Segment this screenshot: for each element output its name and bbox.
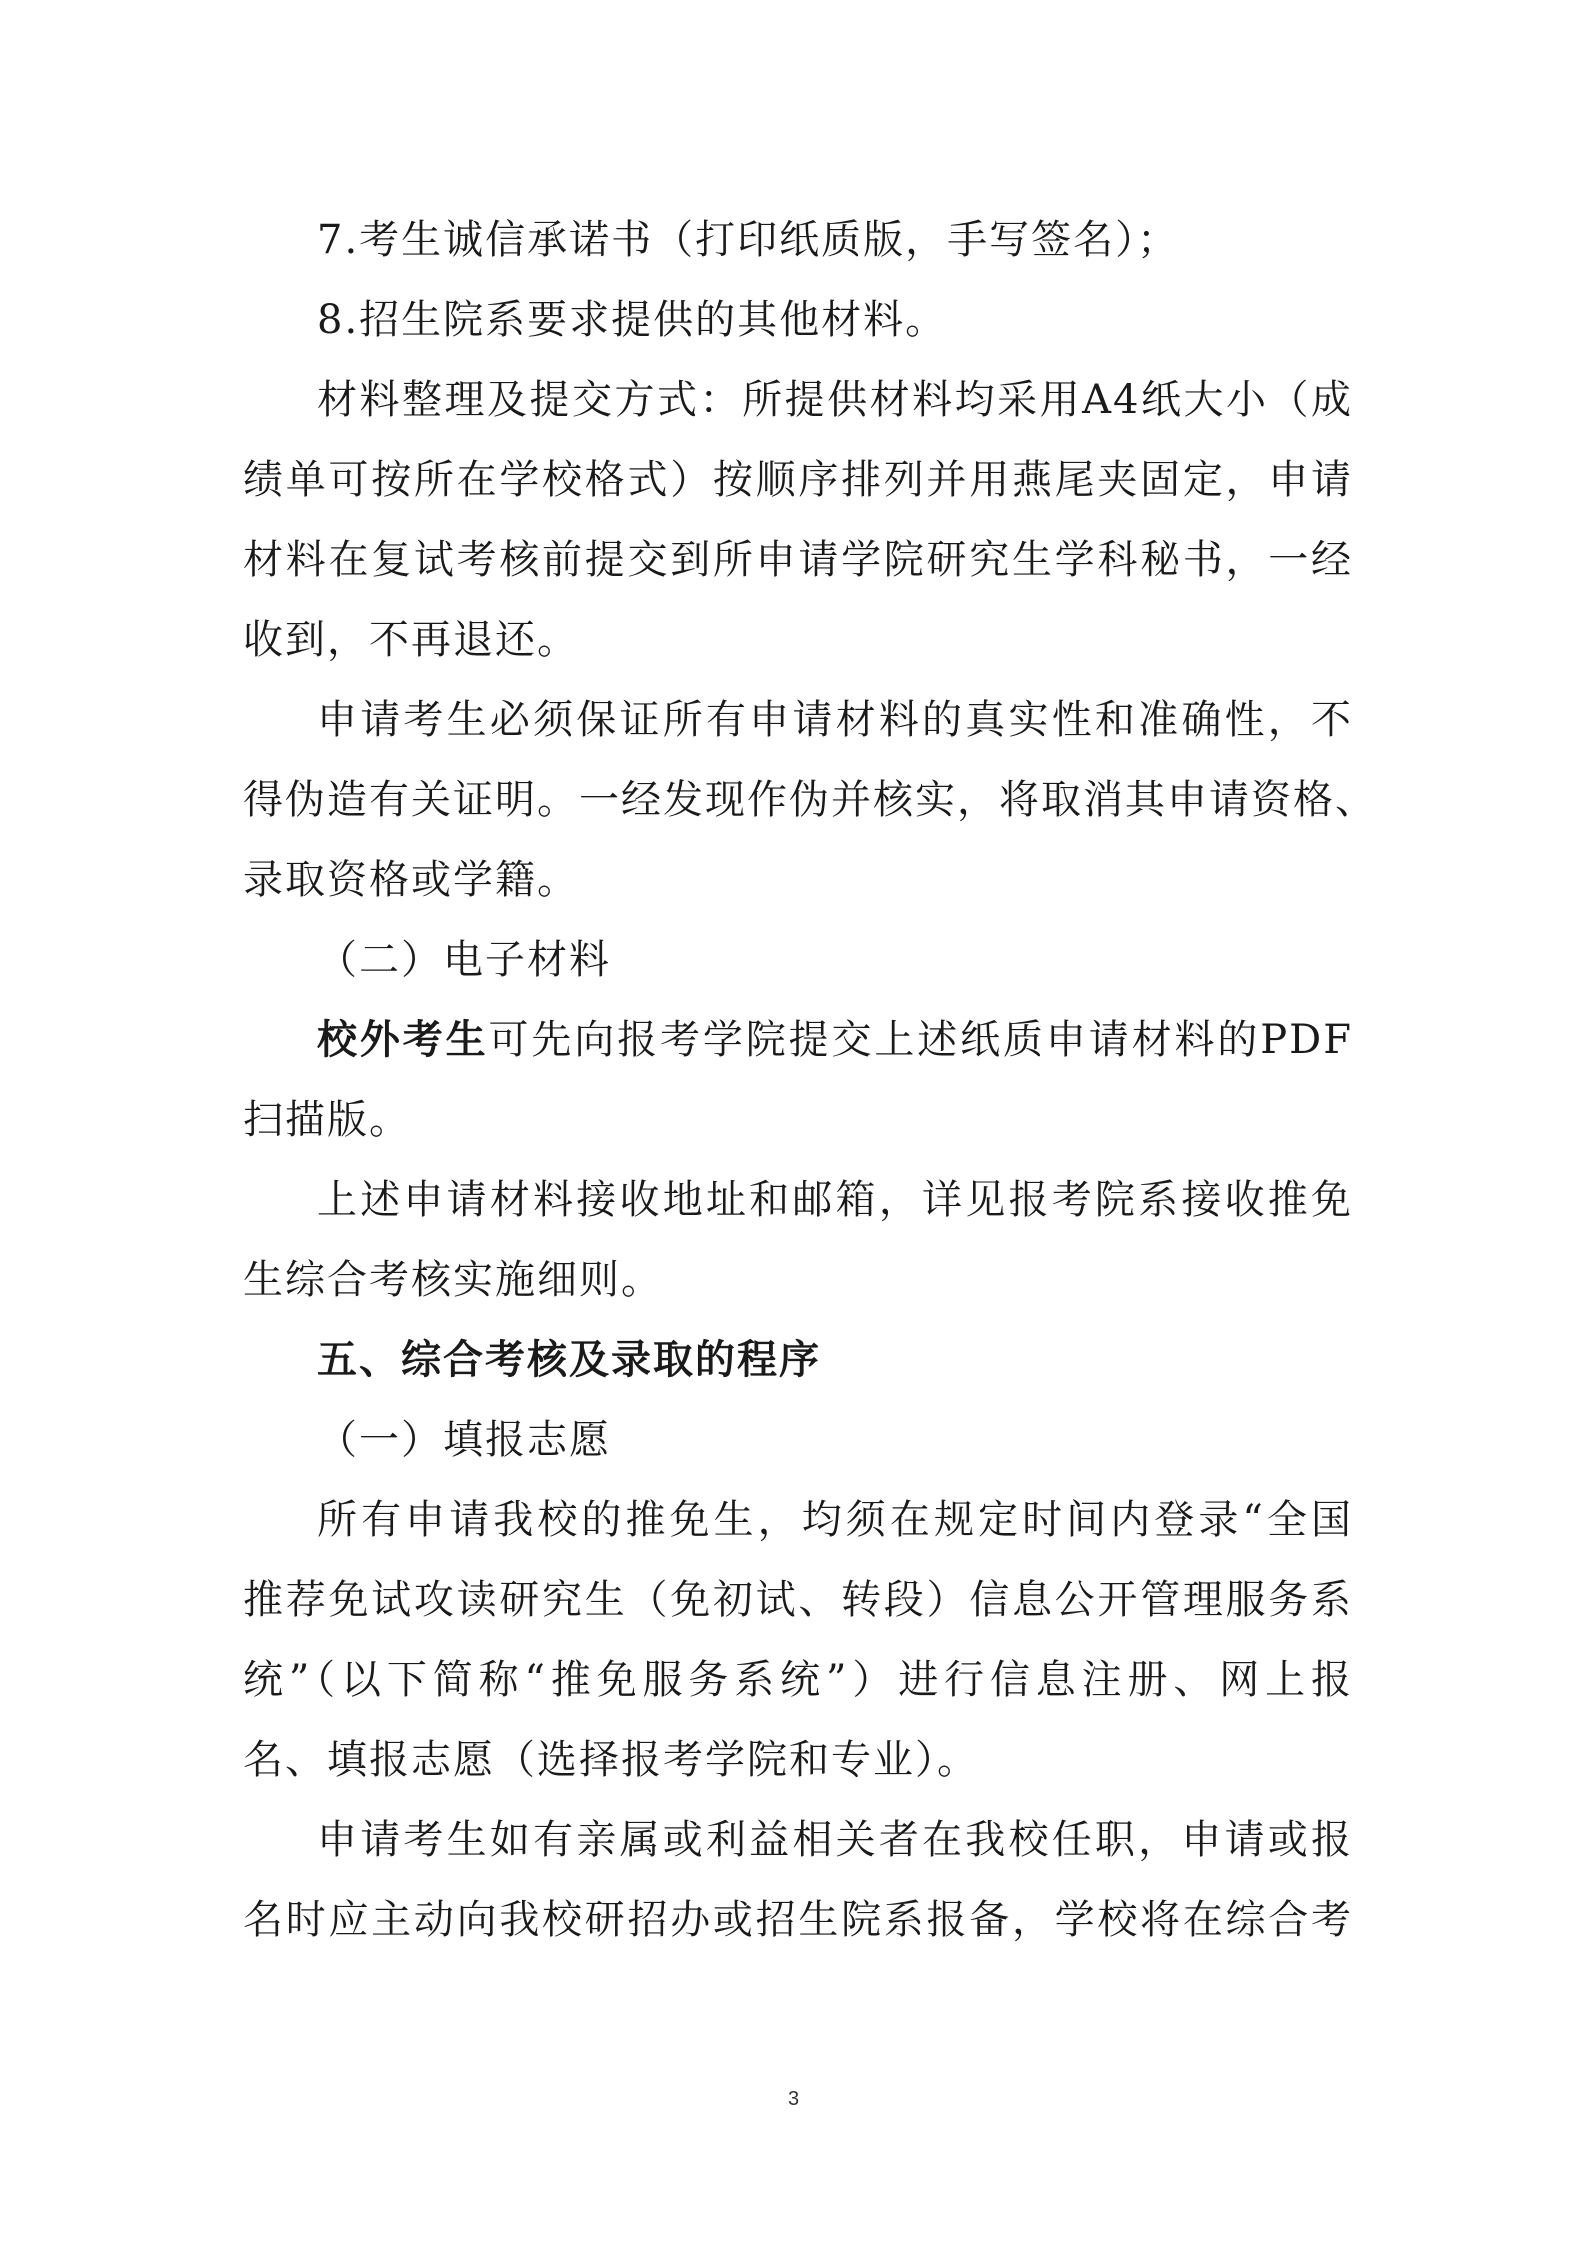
paragraph-line bbox=[243, 1080, 1353, 1160]
paragraph-line bbox=[243, 600, 1353, 680]
paragraph-line bbox=[243, 1800, 1353, 1880]
paragraph-line bbox=[243, 1720, 1353, 1800]
line-text: 得伪造有关证明。一经发现作伪并核实，将取消其申请资格、 bbox=[243, 777, 1377, 823]
page-number: 3 bbox=[787, 2088, 800, 2110]
heading-text: 五、综合考核及录取的程序 bbox=[317, 1337, 821, 1383]
heading-text: （一）填报志愿 bbox=[317, 1417, 611, 1463]
paragraph-line bbox=[243, 1560, 1353, 1640]
line-text: 名、填报志愿（选择报考学院和专业）。 bbox=[243, 1737, 979, 1783]
list-item-7 bbox=[243, 200, 1353, 280]
heading-text: （二）电子材料 bbox=[317, 937, 611, 983]
paragraph-line bbox=[243, 840, 1353, 920]
line-text: 可先向报考学院提交上述纸质申请材料的PDF bbox=[488, 1017, 1353, 1063]
paragraph-line bbox=[243, 440, 1353, 520]
line-text: 扫描版。 bbox=[243, 1097, 411, 1143]
line-text: 7.考生诚信承诺书（打印纸质版，手写签名）； bbox=[317, 217, 1180, 263]
line-text: 推荐免试攻读研究生（免初试、转段）信息公开管理服务系 bbox=[243, 1577, 1353, 1623]
subsection-heading bbox=[243, 920, 1353, 1000]
line-text: 上述申请材料接收地址和邮箱，详见报考院系接收推免 bbox=[317, 1177, 1353, 1223]
paragraph-line bbox=[243, 760, 1377, 840]
list-item-8 bbox=[243, 280, 1353, 360]
paragraph-line bbox=[243, 1160, 1353, 1240]
subsection-heading bbox=[243, 1400, 1353, 1480]
line-text: 录取资格或学籍。 bbox=[243, 857, 579, 903]
line-text: 收到，不再退还。 bbox=[243, 617, 579, 663]
paragraph-line bbox=[243, 1640, 1353, 1720]
line-text: 8.招生院系要求提供的其他材料。 bbox=[317, 297, 948, 343]
line-text: 材料整理及提交方式：所提供材料均采用A4纸大小（成 bbox=[317, 377, 1353, 423]
line-text: 统”（以下简称“推免服务系统”）进行信息注册、网上报 bbox=[243, 1657, 1353, 1703]
line-text: 材料在复试考核前提交到所申请学院研究生学科秘书，一经 bbox=[243, 537, 1353, 583]
emphasis-text: 校外考生 bbox=[317, 1017, 489, 1063]
line-text: 所有申请我校的推免生，均须在规定时间内登录“全国 bbox=[317, 1497, 1353, 1543]
line-text: 名时应主动向我校研招办或招生院系报备，学校将在综合考 bbox=[243, 1897, 1353, 1943]
paragraph-line bbox=[243, 680, 1353, 760]
paragraph-line bbox=[243, 1240, 1353, 1320]
paragraph-line bbox=[243, 1000, 1353, 1080]
paragraph-line bbox=[243, 1880, 1353, 1960]
line-text: 生综合考核实施细则。 bbox=[243, 1257, 663, 1303]
paragraph-line bbox=[243, 520, 1353, 600]
line-text: 申请考生如有亲属或利益相关者在我校任职，申请或报 bbox=[317, 1817, 1353, 1863]
section-heading bbox=[243, 1320, 1353, 1400]
paragraph-line bbox=[243, 360, 1353, 440]
line-text: 申请考生必须保证所有申请材料的真实性和准确性，不 bbox=[317, 697, 1353, 743]
document-body bbox=[243, 200, 1377, 1960]
paragraph-line bbox=[243, 1480, 1353, 1560]
line-text: 绩单可按所在学校格式）按顺序排列并用燕尾夹固定，申请 bbox=[243, 457, 1353, 503]
